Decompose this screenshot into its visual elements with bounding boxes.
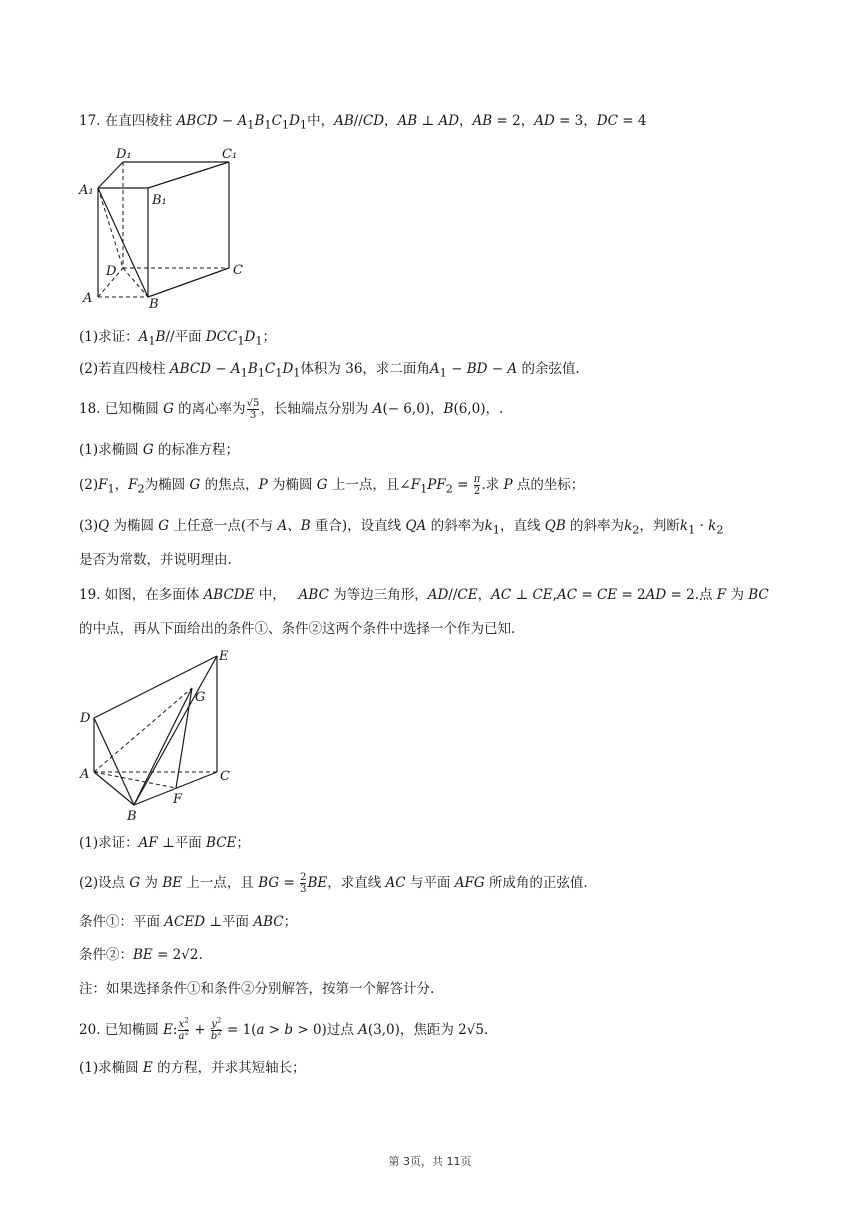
q18-part1: (1)求椭圆 G 的标准方程； <box>79 442 240 458</box>
label-F: F <box>173 792 183 807</box>
polyhedron-figure <box>76 645 246 825</box>
q19-stem-line2: 的中点，再从下面给出的条件①、条件②这两个条件中选择一个作为已知. <box>79 621 516 637</box>
label-A1: A₁ <box>79 183 94 198</box>
q20-stem: 20. 已知椭圆 E: $\frac{x^2}{a^2}$ + $\frac{y^2}{b^2}$ = 1(a > b > 0)过点 A(3,0)，焦距为 2√5. <box>79 1016 489 1042</box>
q19-cond2: 条件②：BE = 2√2. <box>79 947 203 963</box>
label-B1: B₁ <box>152 193 167 208</box>
label-C1: C₁ <box>222 147 238 162</box>
q18-part3-line2: 是否为常数，并说明理由. <box>79 552 232 568</box>
page-footer: 第 3页，共 11页 <box>388 1155 472 1168</box>
q18-part3-line1: (3)Q 为椭圆 G 上任意一点(不与 A、B 重合)，设直线 QA 的斜率为$k_1$，直线 QB 的斜率为$k_2$，判断$k_1 \cdot k_2$ <box>79 518 724 537</box>
label-B: B <box>149 297 159 312</box>
label-E: E <box>219 649 229 664</box>
label-A: A <box>80 767 90 782</box>
label-C: C <box>233 263 243 278</box>
prism-figure <box>76 142 256 312</box>
q19-note: 注：如果选择条件①和条件②分别解答，按第一个解答计分. <box>79 981 435 997</box>
q18-stem: 18. 已知椭圆 G 的离心率为 $\frac{√5}{3}$ ，长轴端点分别为 A(− 6,0)，B(6,0)，. <box>79 398 504 421</box>
label-D: D <box>106 264 117 279</box>
label-B: B <box>127 809 137 824</box>
q17-part1: (1)求证：$A_1B//$平面 $DCC_1D_1$； <box>79 329 277 348</box>
q17-part2: (2)若直四棱柱 ABCD − $A_1B_1C_1D_1$体积为 36，求二面角$A_1$ − BD − A 的余弦值. <box>79 361 580 380</box>
q20-part1: (1)求椭圆 E 的方程，并求其短轴长； <box>79 1060 306 1076</box>
label-A: A <box>83 291 93 306</box>
q17-stem: 17. 在直四棱柱 ABCD − $A_1B_1C_1D_1$中，AB//CD，AB ⊥ AD，AB = 2，AD = 3，DC = 4 <box>79 113 647 132</box>
q19-part2: (2)设点 G 为 BE 上一点，且 BG = $\frac{2}{3}$ BE，求直线 AC 与平面 AFG 所成角的正弦值. <box>79 872 588 895</box>
q19-part1: (1)求证：AF ⊥平面 BCE； <box>79 835 250 851</box>
q18-part2: $(2)F_1$，$F_2$为椭圆 G 的焦点，P 为椭圆 G 上一点，且$\angle F_1PF_2$ = $\frac{\pi}{2}$ .求 P 点的坐标； <box>79 474 585 497</box>
label-D1: D₁ <box>116 147 132 162</box>
label-D: D <box>80 711 91 726</box>
q19-cond1: 条件①：平面 ACED ⊥平面 ABC； <box>79 914 298 930</box>
label-C: C <box>220 769 230 784</box>
q19-stem-line1: 19. 如图，在多面体 ABCDE 中， ABC 为等边三角形，AD//CE，AC ⊥ CE,AC = CE = 2AD = 2.点 F 为 BC <box>79 587 769 603</box>
label-G: G <box>195 690 206 705</box>
